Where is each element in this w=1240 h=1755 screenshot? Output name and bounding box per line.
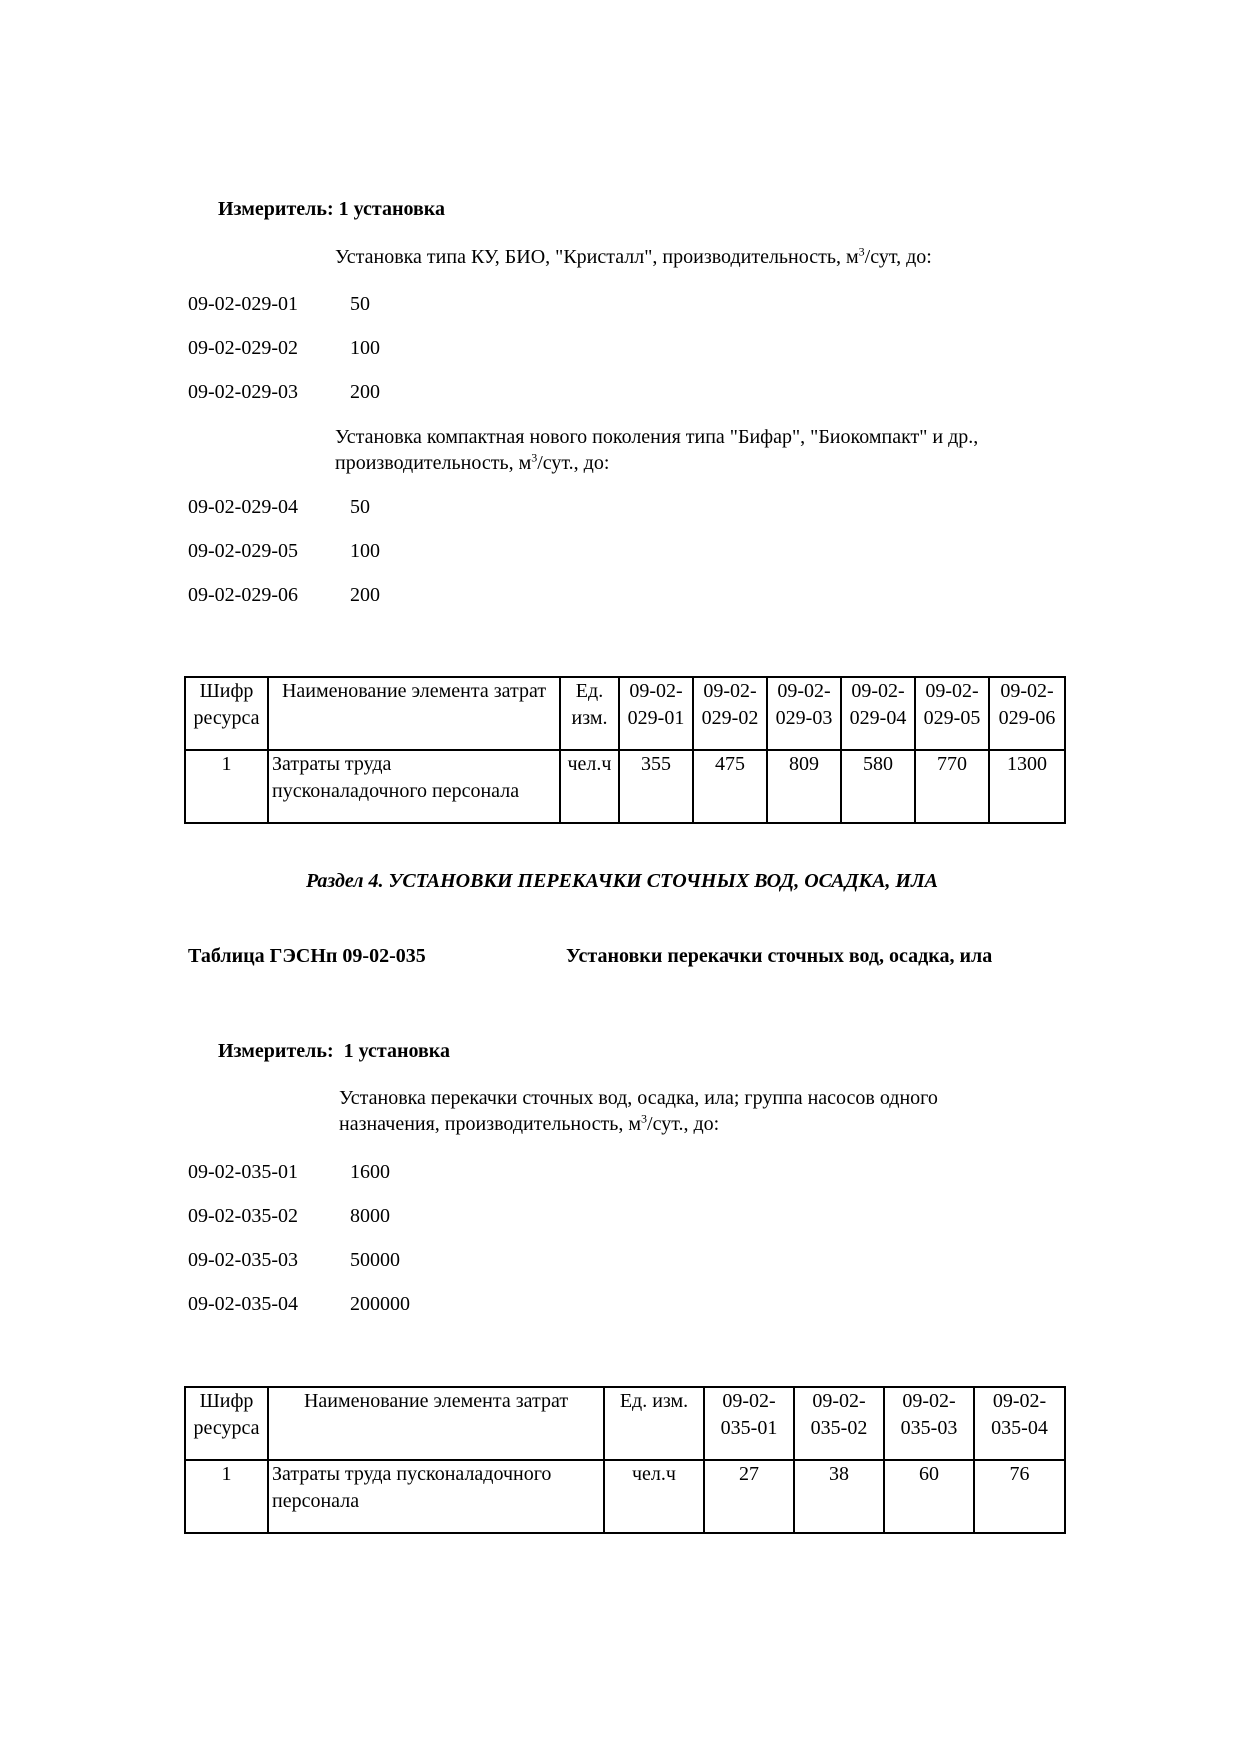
header-col: 09-02- 035-04 [974,1387,1065,1460]
cell-code: 1 [185,1460,268,1533]
header-code: Шифр ресурса [185,1387,268,1460]
cell-value: 60 [884,1460,974,1533]
item-value: 8000 [350,1205,390,1227]
cell-value: 580 [841,750,915,823]
item-value: 100 [350,337,380,359]
table-row [185,1460,1065,1533]
item-value: 50000 [350,1249,400,1271]
table-header-row [185,1387,1065,1460]
item-code: 09-02-029-06 [188,584,298,606]
item-code: 09-02-029-02 [188,337,298,359]
table-label: Таблица ГЭСНп 09-02-035 [188,945,426,967]
item-code: 09-02-029-05 [188,540,298,562]
group-description-2-line1: Установка компактная нового поколения типа "Бифар", "Биокомпакт" и др., [335,426,979,448]
header-unit: Ед. изм. [604,1387,704,1460]
cell-code: 1 [185,750,268,823]
item-value: 200 [350,381,380,403]
cell-value: 38 [794,1460,884,1533]
header-col: 09-02- 029-03 [767,677,841,750]
header-col: 09-02- 035-01 [704,1387,794,1460]
group-description-1: Установка типа КУ, БИО, "Кристалл", производительность, $м^3$/сут, до: [335,244,932,268]
header-col: 09-02- 029-04 [841,677,915,750]
cell-value: 809 [767,750,841,823]
item-code: 09-02-035-02 [188,1205,298,1227]
resource-table-1 [184,676,1066,824]
resource-table-2 [184,1386,1066,1534]
item-code: 09-02-029-01 [188,293,298,315]
cell-unit: чел.ч [604,1460,704,1533]
header-name: Наименование элемента затрат [268,677,560,750]
item-code: 09-02-035-01 [188,1161,298,1183]
header-unit: Ед. изм. [560,677,619,750]
header-col: 09-02- 035-03 [884,1387,974,1460]
header-col: 09-02- 029-05 [915,677,989,750]
cell-value: 355 [619,750,693,823]
cell-name: Затраты труда пусконаладочного персонала [268,750,560,823]
table-row [185,750,1065,823]
group-description-3-line2: назначения, производительность, $м^3$/сут., до: [339,1111,720,1135]
item-value: 200000 [350,1293,410,1315]
cell-value: 76 [974,1460,1065,1533]
header-col: 09-02- 029-02 [693,677,767,750]
header-col: 09-02- 029-06 [989,677,1065,750]
item-value: 100 [350,540,380,562]
header-name: Наименование элемента затрат [268,1387,604,1460]
table-title: Установки перекачки сточных вод, осадка, ила [566,945,993,967]
item-code: 09-02-035-04 [188,1293,298,1315]
group-description-2 [335,424,1055,476]
header-col: 09-02- 029-01 [619,677,693,750]
table-header-row [185,677,1065,750]
group-description-3 [339,1085,1059,1137]
section-title: Раздел 4. УСТАНОВКИ ПЕРЕКАЧКИ СТОЧНЫХ ВОД, ОСАДКА, ИЛА [305,870,939,892]
item-code: 09-02-035-03 [188,1249,298,1271]
cell-value: 475 [693,750,767,823]
item-value: 200 [350,584,380,606]
cell-value: 1300 [989,750,1065,823]
cell-value: 770 [915,750,989,823]
header-code: Шифр ресурса [185,677,268,750]
item-value: 50 [350,293,370,315]
cell-unit: чел.ч [560,750,619,823]
header-col: 09-02- 035-02 [794,1387,884,1460]
group-description-3-line1: Установка перекачки сточных вод, осадка, ила; группа насосов одного [339,1087,938,1109]
measure-label-2: Измеритель: 1 установка [218,1040,450,1062]
item-value: 50 [350,496,370,518]
item-code: 09-02-029-04 [188,496,298,518]
item-value: 1600 [350,1161,390,1183]
cell-name: Затраты труда пусконаладочного персонала [268,1460,604,1533]
item-code: 09-02-029-03 [188,381,298,403]
group-description-2-line2: производительность, $м^3$/сут., до: [335,450,610,474]
cell-value: 27 [704,1460,794,1533]
measure-label-1: Измеритель: 1 установка [218,198,445,220]
